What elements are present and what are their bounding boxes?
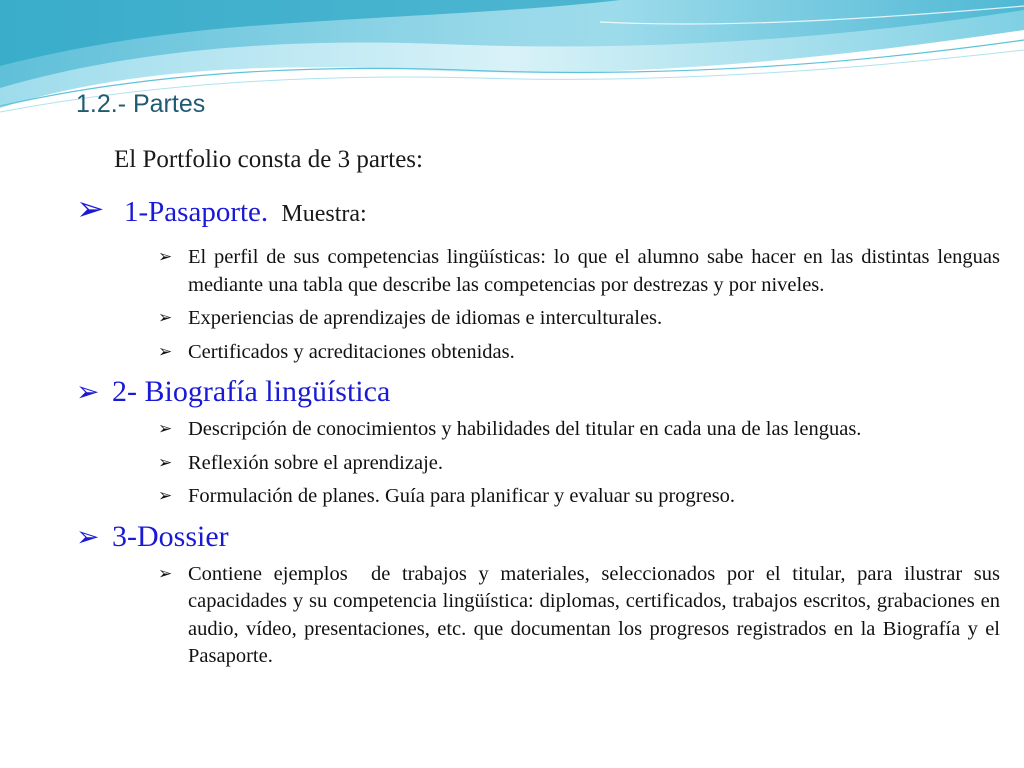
bullet-list	[76, 416, 1000, 511]
list-item	[158, 450, 1000, 478]
arrowhead-bullet-icon: ➢	[158, 452, 173, 473]
list-item	[158, 416, 1000, 444]
list-item-text: Reflexión sobre el aprendizaje.	[188, 451, 443, 474]
list-item	[158, 561, 1006, 671]
arrowhead-bullet-icon: ➢	[76, 519, 100, 553]
arrowhead-bullet-icon: ➢	[158, 563, 173, 584]
list-item-text: Formulación de planes. Guía para planificar y evaluar su progreso.	[188, 485, 736, 507]
slide-title: 1.2.- Partes	[76, 90, 206, 118]
arrowhead-bullet-icon: ➢	[158, 486, 173, 506]
list-item-text: Descripción de conocimientos y habilidades del titular en cada una de las lenguas.	[188, 418, 862, 440]
bullet-list	[76, 561, 1006, 671]
intro-text: El Portfolio consta de 3 partes:	[114, 146, 423, 173]
list-item	[158, 339, 1000, 367]
arrowhead-bullet-icon: ➢	[158, 341, 173, 362]
list-item	[158, 483, 1000, 511]
section-heading	[76, 517, 1000, 557]
list-item	[158, 244, 1000, 299]
list-item-text: Certificados y acreditaciones obtenidas.	[188, 340, 515, 363]
arrowhead-bullet-icon: ➢	[76, 189, 105, 229]
arrowhead-bullet-icon: ➢	[76, 375, 100, 408]
section-heading-text: 2- Biografía lingüística	[112, 375, 391, 408]
section-dossier	[76, 517, 1006, 671]
arrowhead-bullet-icon: ➢	[158, 247, 173, 267]
list-item-text: Contiene ejemplos de trabajos y materiales, seleccionados por el titular, para ilustrar sus capacidades y su competencia lingüística: diplomas, certificados, trabajos escritos, grabaciones en audio, vídeo, presentaciones, etc. que documentan los progresos registrados en la Biografía y el Pasaporte.	[188, 562, 1006, 667]
section-heading-text: 3-Dossier	[112, 519, 229, 553]
section-pasaporte	[76, 189, 1000, 366]
list-item	[158, 305, 1000, 333]
section-heading	[76, 372, 1000, 412]
list-item-text: Experiencias de aprendizajes de idiomas e interculturales.	[188, 307, 663, 329]
section-heading-text: 1-Pasaporte.	[124, 196, 269, 228]
section-heading	[76, 189, 1000, 232]
section-subheading: Muestra:	[281, 201, 367, 227]
list-item-text: El perfil de sus competencias lingüísticas: lo que el alumno sabe hacer en las distintas lenguas mediante una tabla que describe las competencias por destrezas y por niveles.	[188, 246, 1000, 296]
arrowhead-bullet-icon: ➢	[158, 419, 173, 439]
section-biografia	[76, 372, 1000, 511]
bullet-list	[76, 244, 1000, 366]
slide-content	[76, 189, 1006, 677]
arrowhead-bullet-icon: ➢	[158, 308, 173, 328]
